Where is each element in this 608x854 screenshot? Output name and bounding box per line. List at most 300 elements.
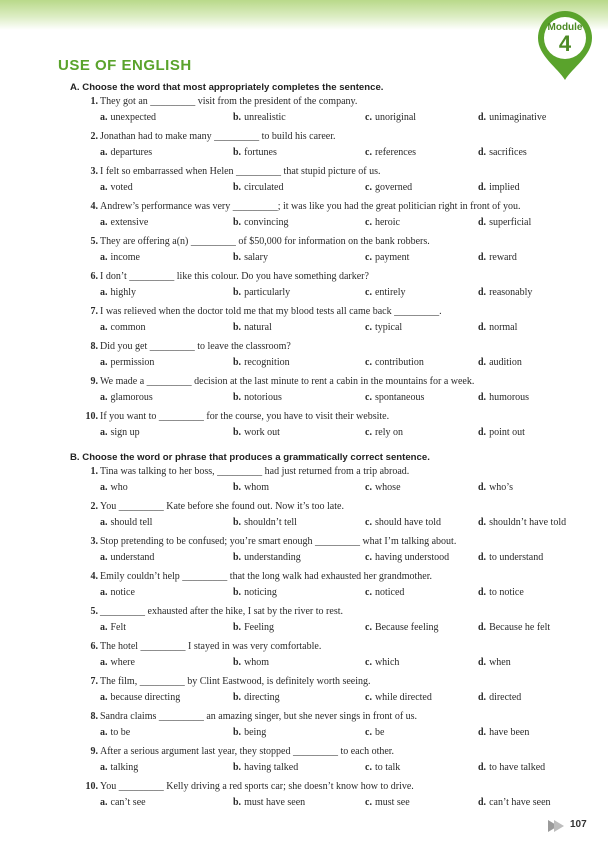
answer-option[interactable] (478, 252, 517, 264)
question-text: I felt so embarrassed when Helen _________ that stupid picture of us. (100, 166, 381, 177)
answer-option[interactable] (478, 552, 543, 564)
question-text: Sandra claims _________ an amazing singer, but she never sings in front of us. (100, 711, 418, 722)
question-item (80, 606, 580, 638)
answer-option[interactable] (365, 322, 402, 334)
option-text: because directing (110, 692, 181, 703)
option-letter: c. (365, 692, 372, 703)
answer-option[interactable] (478, 692, 521, 704)
question-stem (80, 606, 343, 618)
option-text: must see (374, 797, 410, 808)
question-item (80, 746, 580, 778)
option-text: contribution (374, 357, 424, 368)
question-stem (80, 711, 417, 723)
option-text: whose (374, 482, 401, 493)
question-number: 5. (90, 236, 98, 247)
option-text: income (110, 252, 140, 263)
option-text: normal (489, 322, 518, 333)
question-number: 6. (90, 271, 98, 282)
option-letter: b. (233, 252, 242, 263)
option-letter: c. (365, 252, 372, 263)
option-text: can’t see (110, 797, 146, 808)
option-text: Felt (110, 622, 127, 633)
option-text: be (374, 727, 385, 738)
question-number: 1. (90, 96, 98, 107)
answer-option[interactable] (478, 287, 532, 299)
page-number (548, 819, 598, 833)
answer-option[interactable] (478, 517, 566, 529)
option-letter: b. (233, 552, 242, 563)
option-text: should have told (374, 517, 442, 528)
answer-option[interactable] (233, 622, 274, 634)
question-stem (80, 536, 456, 548)
option-text: can’t have seen (489, 797, 551, 808)
option-text: common (110, 322, 146, 333)
option-letter: d. (478, 252, 487, 263)
question-item (80, 641, 580, 673)
option-letter: c. (365, 587, 372, 598)
question-number: 7. (90, 306, 98, 317)
answer-option[interactable] (365, 657, 399, 669)
question-text: You _________ Kate before she found out. Now it’s too late. (100, 501, 344, 512)
option-letter: d. (478, 392, 487, 403)
question-text: _________ exhausted after the hike, I sat by the river to rest. (100, 606, 343, 617)
answer-option[interactable] (233, 147, 277, 159)
option-letter: d. (478, 112, 487, 123)
answer-option[interactable] (100, 147, 152, 159)
answer-option[interactable] (100, 482, 128, 494)
option-letter: d. (478, 587, 487, 598)
question-stem (80, 571, 432, 583)
answer-option[interactable] (478, 622, 550, 634)
answer-option[interactable] (365, 762, 400, 774)
answer-option[interactable] (478, 482, 513, 494)
answer-option[interactable] (100, 552, 154, 564)
answer-option[interactable] (100, 217, 148, 229)
question-item (80, 571, 580, 603)
option-letter: d. (478, 427, 487, 438)
option-letter: d. (478, 622, 487, 633)
answer-option[interactable] (233, 727, 266, 739)
question-stem (80, 501, 344, 513)
answer-option[interactable] (365, 217, 400, 229)
question-item (80, 781, 580, 813)
answer-option[interactable] (478, 762, 545, 774)
option-letter: d. (478, 217, 487, 228)
option-letter: b. (233, 797, 242, 808)
question-text: Stop pretending to be confused; you’re smart enough _________ what I’m talking about. (100, 536, 457, 547)
option-text: superficial (489, 217, 532, 228)
option-letter: a. (100, 482, 108, 493)
question-item (80, 271, 580, 303)
answer-option[interactable] (100, 727, 130, 739)
option-text: work out (244, 427, 280, 438)
question-item (80, 466, 580, 498)
option-letter: d. (478, 762, 487, 773)
page-title: USE OF ENGLISH (58, 57, 192, 74)
answer-option[interactable] (478, 182, 520, 194)
module-badge (532, 22, 598, 55)
option-letter: b. (233, 357, 242, 368)
option-letter: b. (233, 182, 242, 193)
question-number: 7. (90, 676, 98, 687)
option-letter: b. (233, 517, 242, 528)
option-text: unrealistic (244, 112, 286, 123)
answer-option[interactable] (233, 762, 298, 774)
option-letter: a. (100, 392, 108, 403)
option-letter: d. (478, 517, 487, 528)
option-text: sacrifices (489, 147, 527, 158)
question-stem (80, 341, 291, 353)
option-text: Because feeling (374, 622, 439, 633)
question-number: 2. (90, 501, 98, 512)
answer-option[interactable] (100, 322, 146, 334)
answer-option[interactable] (478, 392, 529, 404)
answer-option[interactable] (100, 287, 136, 299)
answer-option[interactable] (365, 517, 441, 529)
answer-option[interactable] (100, 797, 146, 809)
option-text: recognition (244, 357, 290, 368)
option-letter: c. (365, 322, 372, 333)
option-text: noticed (374, 587, 405, 598)
answer-option[interactable] (233, 182, 283, 194)
question-number: 10. (85, 411, 98, 422)
option-text: to talk (374, 762, 401, 773)
option-text: reward (489, 252, 517, 263)
option-text: notorious (244, 392, 282, 403)
option-text: unoriginal (374, 112, 417, 123)
question-number: 1. (90, 466, 98, 477)
option-letter: a. (100, 217, 108, 228)
option-text: entirely (374, 287, 406, 298)
answer-option[interactable] (233, 587, 277, 599)
option-text: shouldn’t have told (489, 517, 567, 528)
option-letter: b. (233, 322, 242, 333)
question-stem (80, 236, 430, 248)
question-text: If you want to _________ for the course, you have to visit their website. (100, 411, 390, 422)
answer-option[interactable] (478, 147, 527, 159)
option-letter: c. (365, 392, 372, 403)
question-item (80, 536, 580, 568)
option-text: who (110, 482, 128, 493)
answer-option[interactable] (365, 587, 404, 599)
question-number: 10. (85, 781, 98, 792)
question-number: 9. (90, 746, 98, 757)
option-text: implied (489, 182, 520, 193)
option-text: glamorous (110, 392, 153, 403)
option-letter: b. (233, 147, 242, 158)
option-letter: c. (365, 182, 372, 193)
answer-option[interactable] (478, 427, 525, 439)
question-number: 5. (90, 606, 98, 617)
answer-option[interactable] (365, 392, 424, 404)
option-text: natural (244, 322, 272, 333)
answer-option[interactable] (478, 727, 529, 739)
answer-option[interactable] (100, 252, 140, 264)
question-text: The film, _________ by Clint Eastwood, is definitely worth seeing. (100, 676, 371, 687)
question-number: 3. (90, 536, 98, 547)
option-text: to be (110, 727, 131, 738)
option-text: having talked (244, 762, 299, 773)
question-text: Andrew’s performance was very _________; it was like you had the great politician right in front of you. (100, 201, 521, 212)
page-number-text: 107 (570, 819, 587, 830)
question-item (80, 711, 580, 743)
answer-option[interactable] (365, 147, 416, 159)
answer-option[interactable] (233, 112, 286, 124)
option-text: whom (244, 482, 270, 493)
question-stem (80, 641, 321, 653)
module-label: Module (547, 22, 583, 33)
option-letter: b. (233, 217, 242, 228)
answer-option[interactable] (233, 217, 289, 229)
option-letter: c. (365, 112, 372, 123)
answer-option[interactable] (478, 217, 531, 229)
option-letter: d. (478, 657, 487, 668)
option-text: typical (374, 322, 403, 333)
answer-option[interactable] (100, 392, 153, 404)
answer-option[interactable] (365, 287, 406, 299)
option-letter: a. (100, 587, 108, 598)
option-letter: a. (100, 357, 108, 368)
option-text: sign up (110, 427, 140, 438)
answer-option[interactable] (233, 482, 269, 494)
option-text: to have talked (489, 762, 546, 773)
question-number: 4. (90, 571, 98, 582)
option-letter: a. (100, 762, 108, 773)
question-text: Jonathan had to make many _________ to build his career. (100, 131, 336, 142)
option-letter: a. (100, 727, 108, 738)
question-stem (80, 131, 336, 143)
page-arrow-icon (548, 820, 566, 832)
answer-option[interactable] (233, 392, 282, 404)
answer-option[interactable] (100, 622, 126, 634)
option-letter: d. (478, 727, 487, 738)
answer-option[interactable] (233, 322, 272, 334)
option-text: highly (110, 287, 137, 298)
option-text: have been (489, 727, 530, 738)
question-text: After a serious argument last year, they stopped _________ to each other. (100, 746, 395, 757)
option-letter: b. (233, 427, 242, 438)
option-text: departures (110, 147, 153, 158)
section-b-heading: B. Choose the word or phrase that produces a grammatically correct sentence. (70, 452, 430, 463)
answer-option[interactable] (100, 587, 135, 599)
option-letter: c. (365, 727, 372, 738)
answer-option[interactable] (365, 112, 416, 124)
answer-option[interactable] (233, 657, 269, 669)
question-number: 9. (90, 376, 98, 387)
answer-option[interactable] (365, 552, 449, 564)
option-letter: d. (478, 322, 487, 333)
option-text: reasonably (489, 287, 533, 298)
answer-option[interactable] (365, 482, 401, 494)
option-text: point out (489, 427, 525, 438)
answer-option[interactable] (100, 517, 152, 529)
option-text: humorous (489, 392, 530, 403)
question-item (80, 376, 580, 408)
answer-option[interactable] (478, 587, 524, 599)
option-letter: d. (478, 357, 487, 368)
option-letter: a. (100, 147, 108, 158)
option-text: must have seen (244, 797, 306, 808)
answer-option[interactable] (478, 657, 511, 669)
option-text: where (110, 657, 135, 668)
answer-option[interactable] (365, 427, 403, 439)
answer-option[interactable] (233, 427, 280, 439)
answer-option[interactable] (233, 357, 290, 369)
option-text: spontaneous (374, 392, 425, 403)
answer-option[interactable] (365, 622, 439, 634)
option-letter: a. (100, 552, 108, 563)
option-letter: b. (233, 727, 242, 738)
option-text: shouldn’t tell (244, 517, 297, 528)
answer-option[interactable] (233, 287, 290, 299)
question-stem (80, 201, 520, 213)
question-stem (80, 306, 442, 318)
answer-option[interactable] (365, 182, 412, 194)
option-text: noticing (244, 587, 277, 598)
answer-option[interactable] (100, 112, 156, 124)
option-letter: c. (365, 797, 372, 808)
option-letter: b. (233, 657, 242, 668)
answer-option[interactable] (100, 762, 138, 774)
option-letter: a. (100, 322, 108, 333)
question-number: 8. (90, 341, 98, 352)
question-text: Tina was talking to her boss, _________ had just returned from a trip abroad. (100, 466, 410, 477)
option-letter: a. (100, 287, 108, 298)
option-letter: b. (233, 482, 242, 493)
option-letter: b. (233, 762, 242, 773)
option-letter: a. (100, 692, 108, 703)
option-text: payment (374, 252, 410, 263)
question-number: 8. (90, 711, 98, 722)
answer-option[interactable] (478, 322, 517, 334)
question-text: We made a _________ decision at the last minute to rent a cabin in the mountains for a week. (100, 376, 475, 387)
answer-option[interactable] (100, 357, 154, 369)
question-number: 2. (90, 131, 98, 142)
question-item (80, 676, 580, 708)
question-item (80, 166, 580, 198)
module-number: 4 (558, 31, 572, 56)
question-stem (80, 466, 409, 478)
question-text: Did you get _________ to leave the classroom? (100, 341, 291, 352)
option-text: references (374, 147, 417, 158)
answer-option[interactable] (100, 692, 180, 704)
question-item (80, 201, 580, 233)
answer-option[interactable] (100, 182, 133, 194)
option-text: Because he felt (489, 622, 551, 633)
option-text: Feeling (244, 622, 275, 633)
option-letter: c. (365, 217, 372, 228)
option-text: rely on (374, 427, 403, 438)
question-item (80, 411, 580, 443)
option-text: whom (244, 657, 270, 668)
option-letter: d. (478, 692, 487, 703)
option-letter: c. (365, 357, 372, 368)
top-gradient-band (0, 0, 608, 30)
option-letter: a. (100, 252, 108, 263)
option-text: should tell (110, 517, 153, 528)
question-text: They are offering a(n) _________ of $50,000 for information on the bank robbers. (100, 236, 430, 247)
question-stem (80, 746, 394, 758)
option-letter: c. (365, 552, 372, 563)
question-stem (80, 376, 474, 388)
answer-option[interactable] (478, 797, 551, 809)
option-text: voted (110, 182, 133, 193)
option-text: talking (110, 762, 139, 773)
option-text: which (374, 657, 400, 668)
question-stem (80, 676, 371, 688)
option-letter: c. (365, 762, 372, 773)
question-stem (80, 781, 414, 793)
option-letter: d. (478, 797, 487, 808)
answer-option[interactable] (233, 797, 305, 809)
option-letter: c. (365, 517, 372, 528)
answer-option[interactable] (365, 797, 410, 809)
answer-option[interactable] (233, 517, 297, 529)
answer-option[interactable] (100, 657, 135, 669)
question-stem (80, 96, 357, 108)
option-letter: a. (100, 657, 108, 668)
answer-option[interactable] (365, 357, 424, 369)
question-text: I was relieved when the doctor told me that my blood tests all came back _________. (100, 306, 442, 317)
option-letter: a. (100, 797, 108, 808)
option-letter: a. (100, 182, 108, 193)
option-text: governed (374, 182, 413, 193)
question-text: I don’t _________ like this colour. Do you have something darker? (100, 271, 369, 282)
question-item (80, 131, 580, 163)
option-letter: b. (233, 587, 242, 598)
option-letter: d. (478, 182, 487, 193)
option-text: directed (489, 692, 522, 703)
option-text: heroic (374, 217, 400, 228)
option-letter: c. (365, 622, 372, 633)
option-text: who’s (489, 482, 513, 493)
answer-option[interactable] (365, 252, 409, 264)
answer-option[interactable] (365, 727, 384, 739)
option-letter: c. (365, 482, 372, 493)
question-item (80, 236, 580, 268)
option-text: to understand (489, 552, 544, 563)
answer-option[interactable] (233, 252, 268, 264)
question-text: They got an _________ visit from the president of the company. (100, 96, 358, 107)
option-letter: b. (233, 287, 242, 298)
question-text: The hotel _________ I stayed in was very comfortable. (100, 641, 322, 652)
answer-option[interactable] (478, 112, 546, 124)
option-text: unexpected (110, 112, 157, 123)
option-letter: d. (478, 552, 487, 563)
option-text: to notice (489, 587, 524, 598)
option-letter: a. (100, 517, 108, 528)
answer-option[interactable] (100, 427, 140, 439)
option-text: while directed (374, 692, 432, 703)
answer-option[interactable] (365, 692, 432, 704)
option-letter: c. (365, 657, 372, 668)
answer-option[interactable] (478, 357, 522, 369)
option-text: having understood (374, 552, 450, 563)
option-letter: b. (233, 622, 242, 633)
option-text: understanding (244, 552, 301, 563)
question-stem (80, 411, 389, 423)
option-text: notice (110, 587, 135, 598)
question-item (80, 306, 580, 338)
answer-option[interactable] (233, 692, 280, 704)
question-text: You _________ Kelly driving a red sports car; she doesn’t know how to drive. (100, 781, 414, 792)
option-text: being (244, 727, 267, 738)
option-letter: c. (365, 427, 372, 438)
question-number: 3. (90, 166, 98, 177)
option-text: salary (244, 252, 268, 263)
answer-option[interactable] (233, 552, 301, 564)
option-text: fortunes (244, 147, 277, 158)
